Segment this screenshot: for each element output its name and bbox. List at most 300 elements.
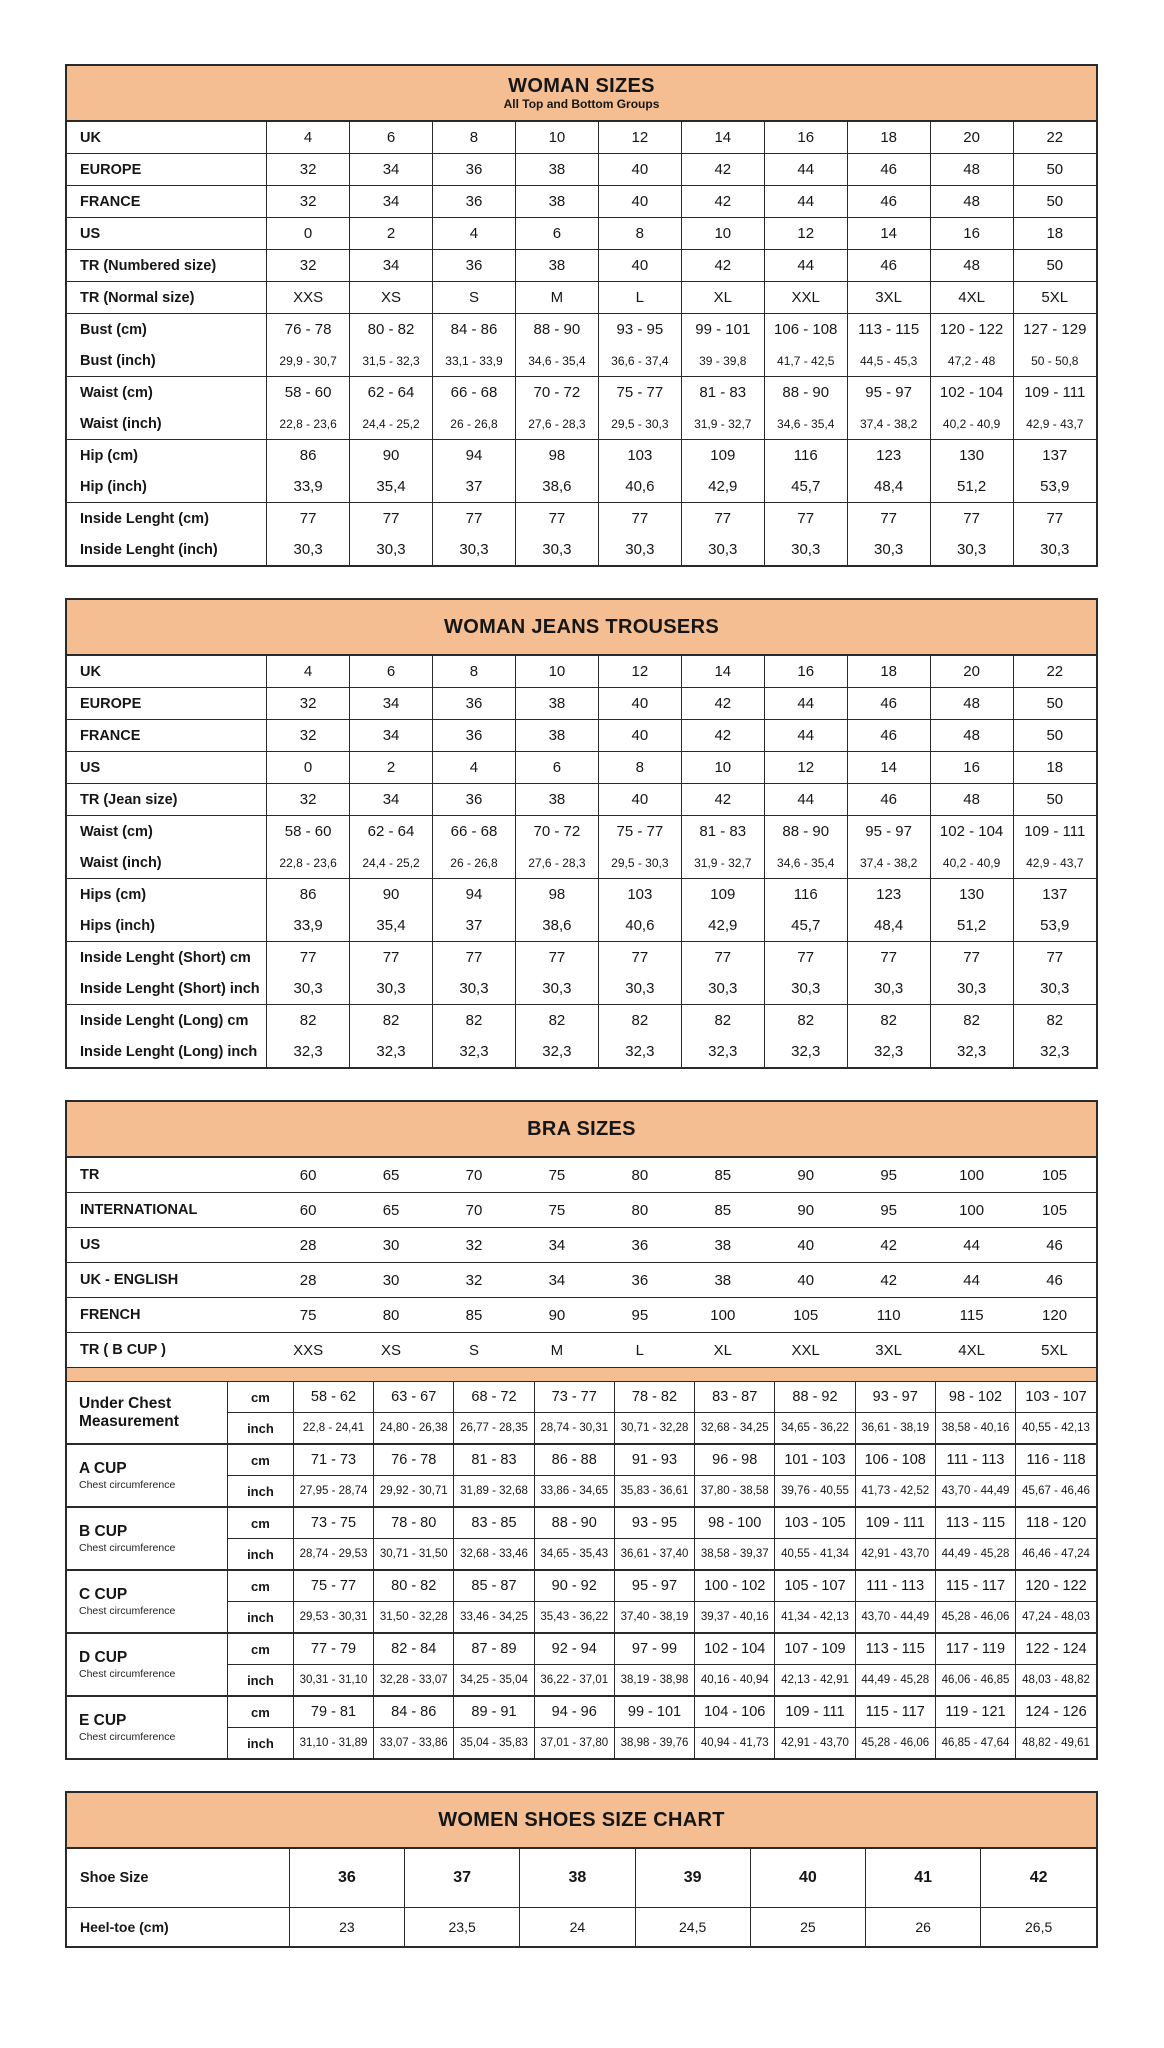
value-cell: 58 - 60 bbox=[267, 377, 350, 409]
cup-row-cm bbox=[67, 1382, 1096, 1413]
value-cell: 75 bbox=[267, 1298, 350, 1333]
row-label: US bbox=[67, 752, 267, 784]
value-cell: 123 bbox=[847, 879, 930, 911]
value-cell: 42 bbox=[681, 186, 764, 218]
value-cell: 24,80 - 26,38 bbox=[374, 1413, 454, 1445]
value-cell: 30,3 bbox=[598, 973, 681, 1005]
table-row bbox=[67, 471, 1096, 503]
value-cell: 92 - 94 bbox=[534, 1633, 614, 1665]
value-cell: 106 - 108 bbox=[764, 314, 847, 346]
value-cell: 34 bbox=[350, 688, 433, 720]
value-cell: 36,22 - 37,01 bbox=[534, 1665, 614, 1697]
value-cell: 82 bbox=[930, 1005, 1013, 1037]
value-cell: 37,4 - 38,2 bbox=[847, 847, 930, 879]
row-label: Hip (cm) bbox=[67, 440, 267, 472]
value-cell: 6 bbox=[515, 752, 598, 784]
value-cell: 5XL bbox=[1013, 282, 1096, 314]
value-cell: 32 bbox=[267, 154, 350, 186]
value-cell: 91 - 93 bbox=[614, 1444, 694, 1476]
bra-divider-band bbox=[67, 1367, 1096, 1382]
value-cell: 68 - 72 bbox=[454, 1382, 534, 1413]
value-cell: 81 - 83 bbox=[454, 1444, 534, 1476]
value-cell: 32,3 bbox=[433, 1036, 516, 1067]
value-cell: 26,5 bbox=[981, 1908, 1096, 1947]
value-cell: 34 bbox=[350, 784, 433, 816]
value-cell: 35,04 - 35,83 bbox=[454, 1728, 534, 1759]
value-cell: 23 bbox=[289, 1908, 404, 1947]
row-label: Inside Lenght (Short) inch bbox=[80, 980, 260, 997]
row-label: Hips (cm) bbox=[67, 879, 267, 911]
value-cell: 42 bbox=[847, 1263, 930, 1298]
value-cell: 77 bbox=[930, 503, 1013, 535]
value-cell: 25 bbox=[750, 1908, 865, 1947]
value-cell: 44,5 - 45,3 bbox=[847, 345, 930, 377]
value-cell: 82 bbox=[515, 1005, 598, 1037]
value-cell: 2 bbox=[350, 218, 433, 250]
value-cell: 51,2 bbox=[930, 471, 1013, 503]
value-cell: 41 bbox=[866, 1849, 981, 1908]
value-cell: 18 bbox=[1013, 218, 1096, 250]
value-cell: 86 - 88 bbox=[534, 1444, 614, 1476]
value-cell: 5XL bbox=[1013, 1333, 1096, 1368]
value-cell: 96 - 98 bbox=[695, 1444, 775, 1476]
value-cell: L bbox=[598, 1333, 681, 1368]
value-cell: 40 bbox=[750, 1849, 865, 1908]
value-cell: 70 bbox=[433, 1193, 516, 1228]
value-cell: 46 bbox=[1013, 1263, 1096, 1298]
value-cell: 85 bbox=[714, 1166, 732, 1184]
unit-cm: cm bbox=[228, 1444, 294, 1476]
value-cell: 28 bbox=[267, 1263, 350, 1298]
row-label: TR ( B CUP ) bbox=[67, 1333, 267, 1368]
value-cell: 42 bbox=[681, 784, 764, 816]
table-row bbox=[67, 122, 1096, 154]
table-row bbox=[67, 1333, 1096, 1368]
row-label: Bust (cm) bbox=[67, 314, 267, 346]
value-cell: XL bbox=[681, 282, 764, 314]
table-row bbox=[67, 1193, 1096, 1228]
value-cell: 42 bbox=[847, 1228, 930, 1263]
value-cell: 16 bbox=[930, 218, 1013, 250]
table-row bbox=[67, 282, 1096, 314]
value-cell: 88 - 90 bbox=[534, 1507, 614, 1539]
value-cell: 40,55 - 41,34 bbox=[775, 1539, 855, 1571]
value-cell: 102 - 104 bbox=[930, 816, 1013, 848]
value-cell: 26 bbox=[866, 1908, 981, 1947]
value-cell: 104 - 106 bbox=[695, 1696, 775, 1728]
value-cell: 42 bbox=[681, 720, 764, 752]
value-cell: 29,5 - 30,3 bbox=[598, 408, 681, 440]
woman-jeans-title: WOMAN JEANS TROUSERS bbox=[444, 615, 719, 638]
woman-jeans-grid bbox=[67, 656, 1096, 1067]
row-label: EUROPE bbox=[67, 688, 267, 720]
value-cell: 120 - 122 bbox=[1016, 1570, 1096, 1602]
value-cell: 8 bbox=[433, 122, 516, 154]
value-cell: 70 - 72 bbox=[515, 377, 598, 409]
cup-sublabel: Chest circumference bbox=[79, 1668, 176, 1681]
value-cell: 30,3 bbox=[681, 534, 764, 565]
value-cell: 82 - 84 bbox=[374, 1633, 454, 1665]
value-cell: 46,06 - 46,85 bbox=[935, 1665, 1015, 1697]
value-cell: 119 - 121 bbox=[935, 1696, 1015, 1728]
value-cell: XL bbox=[681, 1333, 764, 1368]
value-cell: 77 bbox=[267, 942, 350, 974]
row-label: Waist (inch) bbox=[80, 415, 162, 432]
value-cell: 40 bbox=[598, 688, 681, 720]
row-label: US bbox=[67, 1228, 267, 1263]
value-cell: 95 bbox=[880, 1166, 897, 1184]
value-cell: 14 bbox=[847, 752, 930, 784]
value-cell: M bbox=[515, 282, 598, 314]
table-row bbox=[67, 1228, 1096, 1263]
value-cell: 40,6 bbox=[598, 471, 681, 503]
value-cell: 48 bbox=[930, 186, 1013, 218]
cup-sublabel: Chest circumference bbox=[79, 1542, 176, 1555]
value-cell: 44 bbox=[930, 1228, 1013, 1263]
value-cell: 90 bbox=[350, 879, 433, 911]
value-cell: 30,3 bbox=[350, 973, 433, 1005]
bra-sizes-header bbox=[67, 1102, 1096, 1158]
cup-label bbox=[67, 1570, 228, 1633]
bra-conversion-grid bbox=[67, 1158, 1096, 1367]
value-cell: 44,49 - 45,28 bbox=[935, 1539, 1015, 1571]
value-cell: 109 bbox=[681, 440, 764, 472]
value-cell: 77 bbox=[598, 942, 681, 974]
value-cell: 46 bbox=[1013, 1228, 1096, 1263]
value-cell: 30,71 - 32,28 bbox=[614, 1413, 694, 1445]
value-cell: 82 bbox=[764, 1005, 847, 1037]
value-cell: 42,91 - 43,70 bbox=[855, 1539, 935, 1571]
value-cell: 75 - 77 bbox=[293, 1570, 373, 1602]
value-cell: 38 bbox=[515, 186, 598, 218]
value-cell: L bbox=[598, 282, 681, 314]
unit-inch: inch bbox=[228, 1665, 294, 1697]
value-cell: 75 bbox=[515, 1193, 598, 1228]
value-cell: 38 bbox=[515, 720, 598, 752]
value-cell: 38,19 - 38,98 bbox=[614, 1665, 694, 1697]
value-cell: 44 bbox=[764, 720, 847, 752]
value-cell: 80 - 82 bbox=[350, 314, 433, 346]
value-cell: 30,3 bbox=[433, 973, 516, 1005]
value-cell: 8 bbox=[433, 656, 516, 688]
value-cell: 16 bbox=[764, 122, 847, 154]
value-cell: 32,3 bbox=[598, 1036, 681, 1067]
value-cell: 40 bbox=[598, 186, 681, 218]
value-cell: 6 bbox=[350, 656, 433, 688]
value-cell: M bbox=[515, 1333, 598, 1368]
value-cell: 42,13 - 42,91 bbox=[775, 1665, 855, 1697]
shoes-grid bbox=[67, 1849, 1096, 1946]
value-cell: 44 bbox=[930, 1263, 1013, 1298]
table-row bbox=[67, 1908, 1096, 1947]
value-cell: 77 bbox=[681, 942, 764, 974]
value-cell: 90 - 92 bbox=[534, 1570, 614, 1602]
value-cell: 32,68 - 34,25 bbox=[695, 1413, 775, 1445]
value-cell: 60 bbox=[299, 1166, 317, 1184]
value-cell: 41,34 - 42,13 bbox=[775, 1602, 855, 1634]
value-cell: 27,95 - 28,74 bbox=[293, 1476, 373, 1508]
value-cell: 33,46 - 34,25 bbox=[454, 1602, 534, 1634]
value-cell: 44 bbox=[764, 250, 847, 282]
value-cell: 77 bbox=[930, 942, 1013, 974]
value-cell: 70 - 72 bbox=[515, 816, 598, 848]
value-cell: 3XL bbox=[847, 1333, 930, 1368]
value-cell: 46 bbox=[847, 154, 930, 186]
value-cell: 99 - 101 bbox=[614, 1696, 694, 1728]
value-cell: 29,92 - 30,71 bbox=[374, 1476, 454, 1508]
value-cell: 30,31 - 31,10 bbox=[293, 1665, 373, 1697]
cup-sublabel: Chest circumference bbox=[79, 1731, 176, 1744]
value-cell: 42 bbox=[681, 154, 764, 186]
value-cell: 95 - 97 bbox=[847, 377, 930, 409]
value-cell: 43,70 - 44,49 bbox=[935, 1476, 1015, 1508]
value-cell: 111 - 113 bbox=[855, 1570, 935, 1602]
value-cell: 43,70 - 44,49 bbox=[855, 1602, 935, 1634]
value-cell: 30 bbox=[350, 1263, 433, 1298]
value-cell: 46 bbox=[847, 186, 930, 218]
table-row bbox=[67, 1849, 1096, 1908]
value-cell: 77 bbox=[350, 942, 433, 974]
value-cell: 82 bbox=[1013, 1005, 1096, 1037]
cup-row-cm bbox=[67, 1696, 1096, 1728]
value-cell: 42 bbox=[981, 1849, 1096, 1908]
value-cell: 90 bbox=[764, 1193, 847, 1228]
value-cell: 85 - 87 bbox=[454, 1570, 534, 1602]
value-cell: 40,2 - 40,9 bbox=[930, 847, 1013, 879]
unit-inch: inch bbox=[228, 1728, 294, 1759]
table-row bbox=[67, 752, 1096, 784]
value-cell: 40 bbox=[598, 250, 681, 282]
value-cell: 38,6 bbox=[515, 471, 598, 503]
value-cell: 137 bbox=[1013, 879, 1096, 911]
table-row bbox=[67, 154, 1096, 186]
value-cell: 105 bbox=[764, 1298, 847, 1333]
value-cell: 36 bbox=[433, 154, 516, 186]
table-row bbox=[67, 503, 1096, 535]
value-cell: 30,3 bbox=[930, 534, 1013, 565]
value-cell: 39,37 - 40,16 bbox=[695, 1602, 775, 1634]
value-cell: 87 - 89 bbox=[454, 1633, 534, 1665]
value-cell: 31,5 - 32,3 bbox=[350, 345, 433, 377]
table-row bbox=[67, 942, 1096, 974]
value-cell: 36 bbox=[289, 1849, 404, 1908]
value-cell: 40,2 - 40,9 bbox=[930, 408, 1013, 440]
row-label: US bbox=[67, 218, 267, 250]
value-cell: 40 bbox=[764, 1263, 847, 1298]
value-cell: 32,3 bbox=[930, 1036, 1013, 1067]
cup-row-cm bbox=[67, 1633, 1096, 1665]
value-cell: 35,43 - 36,22 bbox=[534, 1602, 614, 1634]
value-cell: 36 bbox=[433, 186, 516, 218]
value-cell: 39 bbox=[635, 1849, 750, 1908]
value-cell: 58 - 60 bbox=[267, 816, 350, 848]
table-row bbox=[67, 377, 1096, 409]
value-cell: 37,01 - 37,80 bbox=[534, 1728, 614, 1759]
value-cell: 120 - 122 bbox=[930, 314, 1013, 346]
value-cell: 90 bbox=[797, 1166, 815, 1184]
value-cell: 8 bbox=[598, 218, 681, 250]
value-cell: 95 bbox=[598, 1298, 681, 1333]
row-label: Heel-toe (cm) bbox=[67, 1908, 289, 1947]
value-cell: 40,55 - 42,13 bbox=[1016, 1413, 1096, 1445]
value-cell: 50 bbox=[1013, 250, 1096, 282]
value-cell: 48 bbox=[930, 720, 1013, 752]
value-cell: 58 - 62 bbox=[293, 1382, 373, 1413]
bra-sizes-table bbox=[65, 1100, 1098, 1760]
row-label: INTERNATIONAL bbox=[67, 1193, 267, 1228]
value-cell: 100 bbox=[959, 1166, 985, 1184]
value-cell: 48 bbox=[930, 250, 1013, 282]
value-cell: S bbox=[433, 1333, 516, 1368]
value-cell: 50 - 50,8 bbox=[1013, 345, 1096, 377]
row-label: TR (Normal size) bbox=[67, 282, 267, 314]
value-cell: 113 - 115 bbox=[855, 1633, 935, 1665]
value-cell: 118 - 120 bbox=[1016, 1507, 1096, 1539]
woman-jeans-trousers-table bbox=[65, 598, 1098, 1069]
value-cell: 24,4 - 25,2 bbox=[350, 408, 433, 440]
value-cell: 39 - 39,8 bbox=[681, 345, 764, 377]
value-cell: 30,3 bbox=[1013, 534, 1096, 565]
value-cell: 32,3 bbox=[350, 1036, 433, 1067]
value-cell: 20 bbox=[930, 656, 1013, 688]
table-row bbox=[67, 440, 1096, 472]
value-cell: 41,73 - 42,52 bbox=[855, 1476, 935, 1508]
value-cell: 22,8 - 23,6 bbox=[267, 408, 350, 440]
value-cell: 24,5 bbox=[635, 1908, 750, 1947]
value-cell: 34,65 - 36,22 bbox=[775, 1413, 855, 1445]
value-cell: 109 - 111 bbox=[1013, 377, 1096, 409]
value-cell: 30,3 bbox=[598, 534, 681, 565]
value-cell: 98 - 102 bbox=[935, 1382, 1015, 1413]
value-cell: 45,67 - 46,46 bbox=[1016, 1476, 1096, 1508]
woman-sizes-title: WOMAN SIZES bbox=[508, 75, 655, 97]
value-cell: 36 bbox=[598, 1263, 681, 1298]
value-cell: 50 bbox=[1013, 154, 1096, 186]
value-cell: 90 bbox=[350, 440, 433, 472]
value-cell: 48,4 bbox=[847, 471, 930, 503]
value-cell: 33,9 bbox=[267, 471, 350, 503]
value-cell: 30,71 - 31,50 bbox=[374, 1539, 454, 1571]
value-cell: 10 bbox=[515, 656, 598, 688]
cup-sublabel: Chest circumference bbox=[79, 1605, 176, 1618]
value-cell: 4XL bbox=[930, 1333, 1013, 1368]
value-cell: 33,07 - 33,86 bbox=[374, 1728, 454, 1759]
unit-cm: cm bbox=[228, 1633, 294, 1665]
value-cell: 65 bbox=[350, 1193, 433, 1228]
table-row bbox=[67, 847, 1096, 879]
value-cell: 36,61 - 37,40 bbox=[614, 1539, 694, 1571]
value-cell: 50 bbox=[1013, 186, 1096, 218]
value-cell: 80 bbox=[598, 1193, 681, 1228]
value-cell: 46 bbox=[847, 784, 930, 816]
table-row bbox=[67, 218, 1096, 250]
value-cell: 40 bbox=[598, 784, 681, 816]
value-cell: 4 bbox=[433, 218, 516, 250]
value-cell: 18 bbox=[847, 656, 930, 688]
value-cell: 10 bbox=[681, 752, 764, 784]
cup-row-cm bbox=[67, 1507, 1096, 1539]
value-cell: 117 - 119 bbox=[935, 1633, 1015, 1665]
value-cell: 44 bbox=[764, 186, 847, 218]
unit-inch: inch bbox=[228, 1476, 294, 1508]
unit-inch: inch bbox=[228, 1602, 294, 1634]
value-cell: 51,2 bbox=[930, 910, 1013, 942]
cup-label bbox=[67, 1507, 228, 1570]
table-row bbox=[67, 688, 1096, 720]
value-cell: 42 bbox=[681, 688, 764, 720]
value-cell: 94 bbox=[433, 879, 516, 911]
value-cell: 82 bbox=[433, 1005, 516, 1037]
value-cell: 12 bbox=[598, 656, 681, 688]
value-cell: 62 - 64 bbox=[350, 816, 433, 848]
value-cell: 16 bbox=[764, 656, 847, 688]
value-cell: 34,65 - 35,43 bbox=[534, 1539, 614, 1571]
value-cell: 44 bbox=[764, 688, 847, 720]
row-label: UK - ENGLISH bbox=[67, 1263, 267, 1298]
value-cell: 76 - 78 bbox=[374, 1444, 454, 1476]
value-cell: 12 bbox=[598, 122, 681, 154]
value-cell: 30,3 bbox=[350, 534, 433, 565]
value-cell: 30,3 bbox=[433, 534, 516, 565]
value-cell: 130 bbox=[930, 879, 1013, 911]
value-cell: 77 bbox=[764, 942, 847, 974]
value-cell: 4XL bbox=[930, 282, 1013, 314]
value-cell: 88 - 90 bbox=[764, 377, 847, 409]
value-cell: 10 bbox=[515, 122, 598, 154]
value-cell: 38 bbox=[681, 1263, 764, 1298]
value-cell: 37 bbox=[433, 471, 516, 503]
value-cell: 46 bbox=[847, 688, 930, 720]
value-cell: 47,24 - 48,03 bbox=[1016, 1602, 1096, 1634]
table-row bbox=[67, 816, 1096, 848]
row-label: UK bbox=[80, 663, 101, 680]
value-cell: 110 bbox=[847, 1298, 930, 1333]
cup-label bbox=[67, 1633, 228, 1696]
value-cell: 76 - 78 bbox=[267, 314, 350, 346]
bra-sizes-title: BRA SIZES bbox=[527, 1117, 636, 1140]
value-cell: 35,4 bbox=[350, 471, 433, 503]
value-cell: 109 - 111 bbox=[855, 1507, 935, 1539]
value-cell: 79 - 81 bbox=[293, 1696, 373, 1728]
value-cell: 63 - 67 bbox=[374, 1382, 454, 1413]
value-cell: 23,5 bbox=[405, 1908, 520, 1947]
value-cell: 83 - 87 bbox=[695, 1382, 775, 1413]
value-cell: 77 bbox=[598, 503, 681, 535]
value-cell: 115 - 117 bbox=[935, 1570, 1015, 1602]
value-cell: 123 bbox=[847, 440, 930, 472]
value-cell: 137 bbox=[1013, 440, 1096, 472]
row-label: FRENCH bbox=[67, 1298, 267, 1333]
table-row bbox=[67, 1263, 1096, 1298]
table-row bbox=[67, 345, 1096, 377]
value-cell: 45,7 bbox=[764, 471, 847, 503]
value-cell: 31,50 - 32,28 bbox=[374, 1602, 454, 1634]
value-cell: 37 bbox=[433, 910, 516, 942]
value-cell: 84 - 86 bbox=[374, 1696, 454, 1728]
value-cell: 38 bbox=[520, 1849, 635, 1908]
value-cell: 45,28 - 46,06 bbox=[855, 1728, 935, 1759]
value-cell: XXS bbox=[267, 1333, 350, 1368]
value-cell: 28,74 - 30,31 bbox=[534, 1413, 614, 1445]
value-cell: 70 bbox=[465, 1166, 483, 1184]
value-cell: 30,3 bbox=[515, 534, 598, 565]
value-cell: 37 bbox=[405, 1849, 520, 1908]
value-cell: 77 bbox=[1013, 942, 1096, 974]
value-cell: 22 bbox=[1013, 656, 1096, 688]
value-cell: 4 bbox=[267, 656, 350, 688]
value-cell: 31,10 - 31,89 bbox=[293, 1728, 373, 1759]
table-row bbox=[67, 186, 1096, 218]
